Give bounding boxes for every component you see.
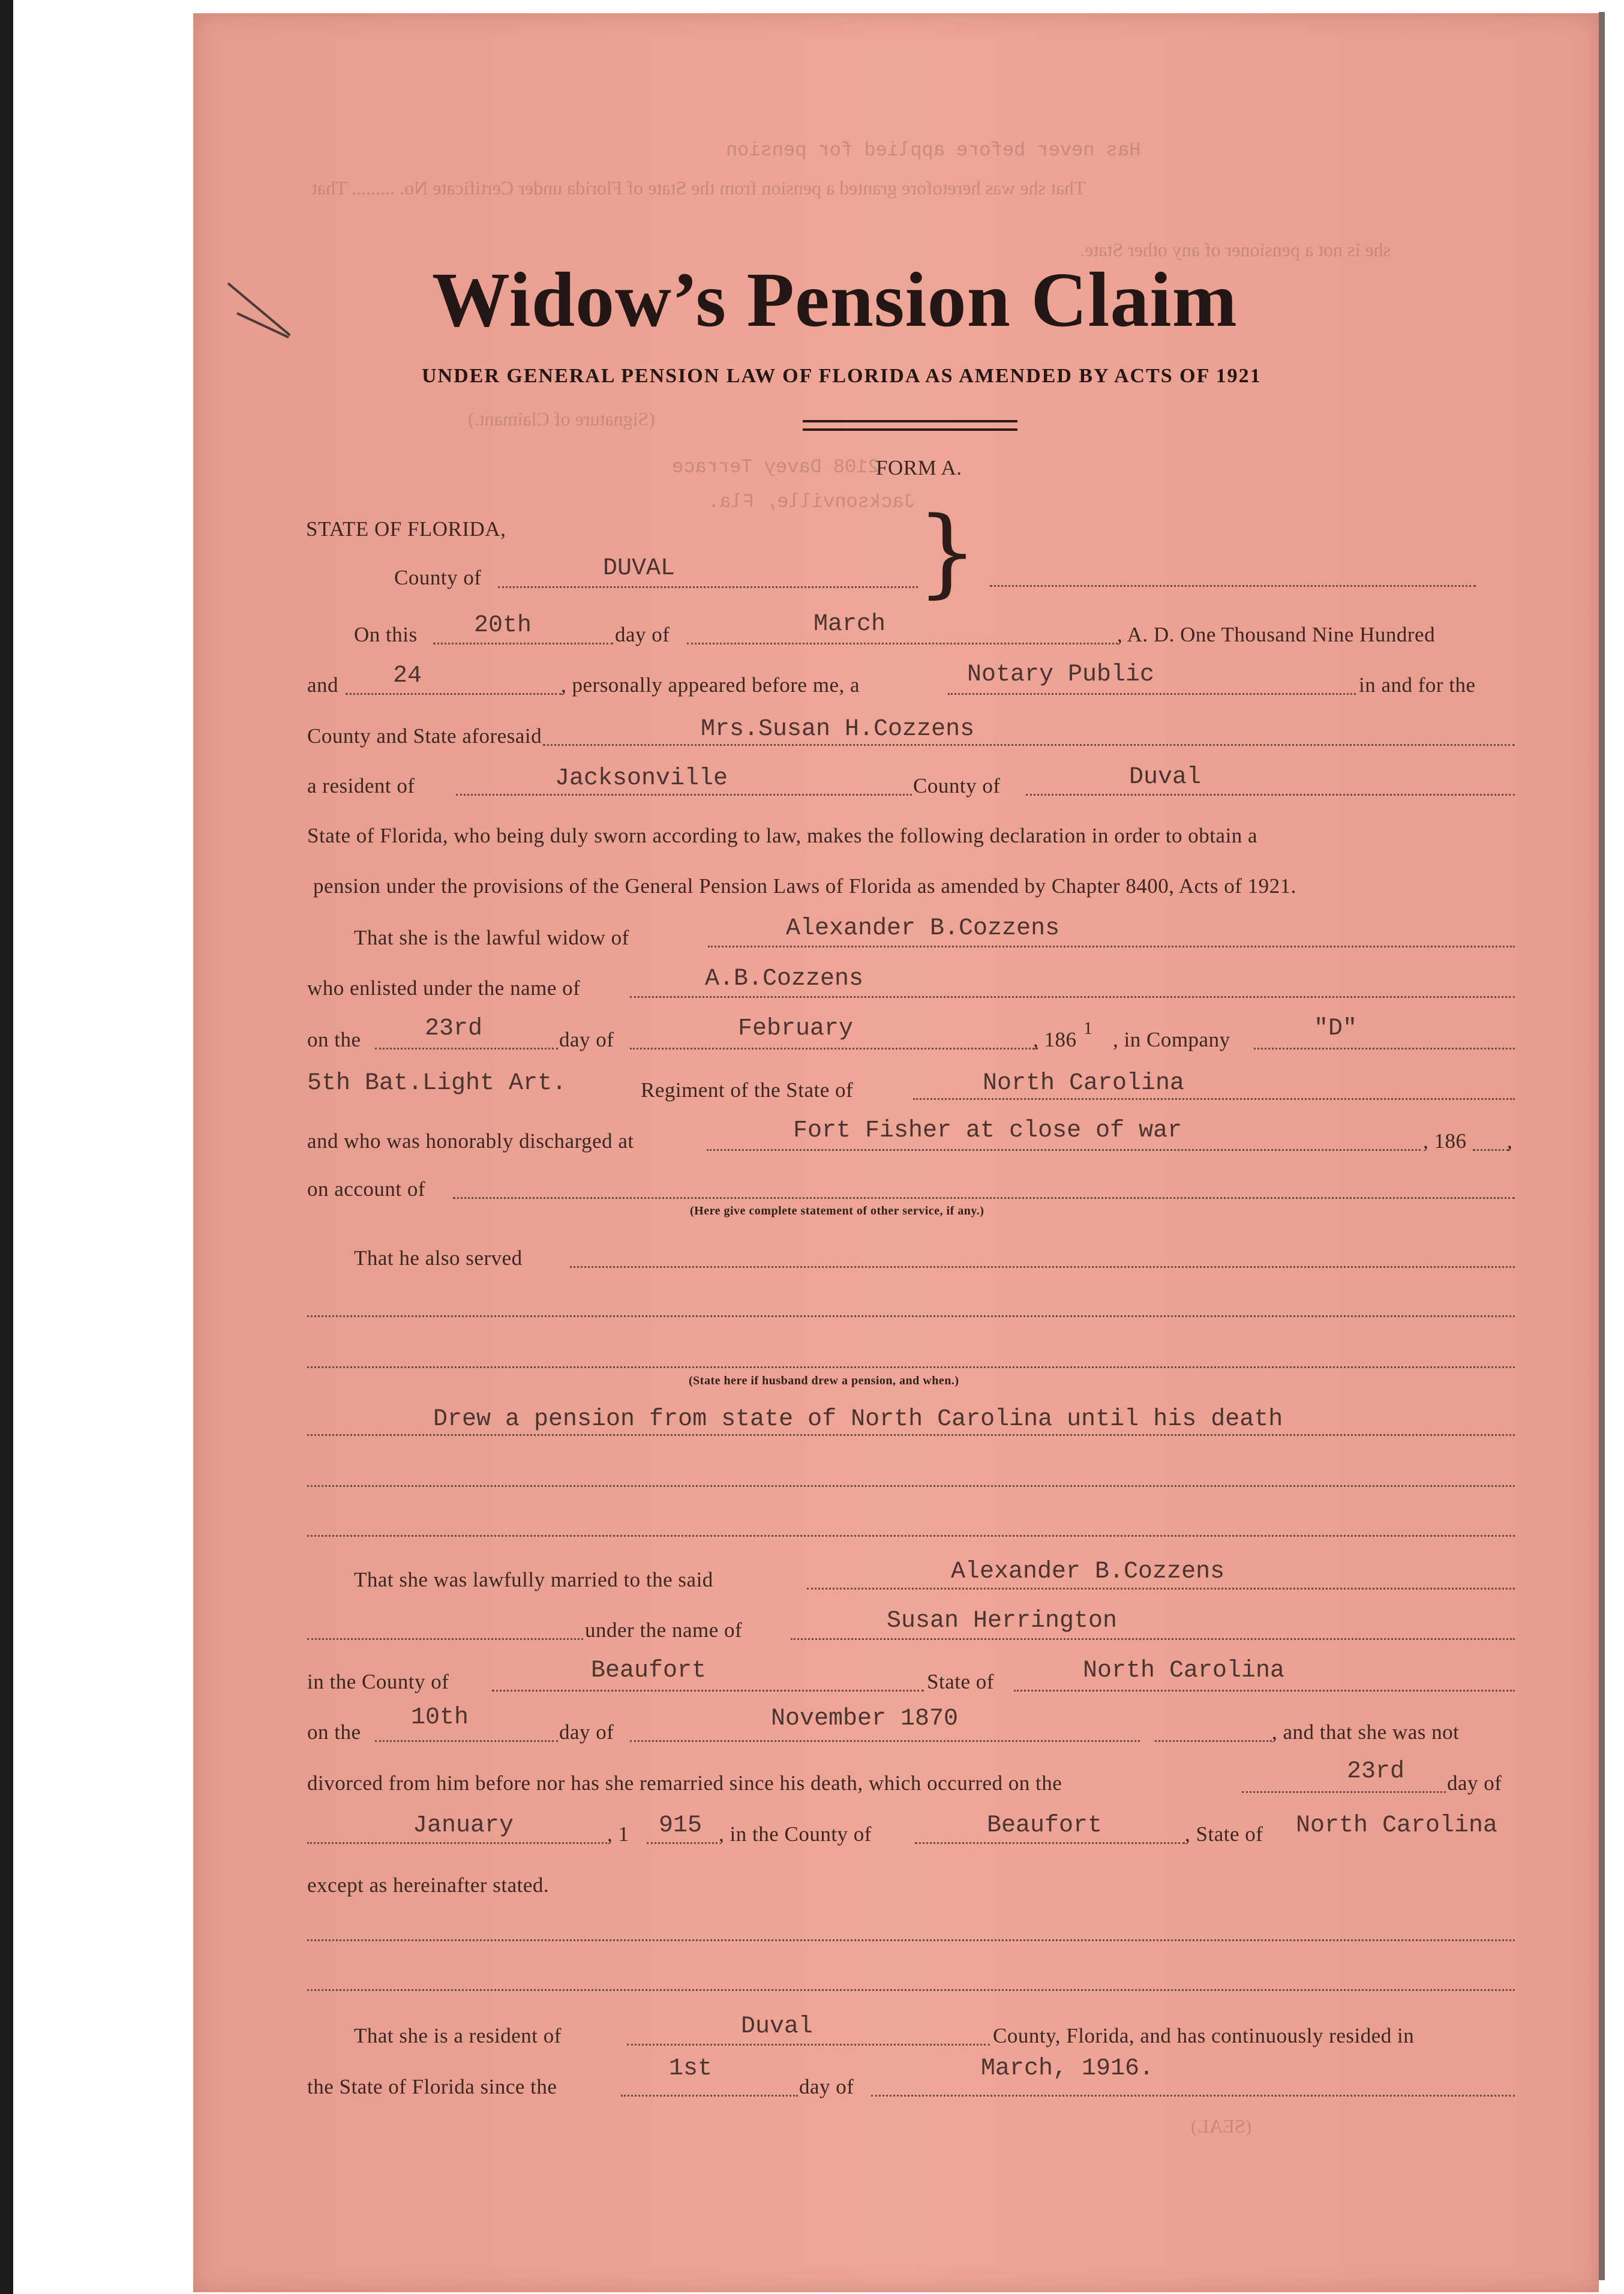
- officer-value: Notary Public: [967, 661, 1155, 688]
- sheet-right-edge: [1599, 12, 1605, 2280]
- county-label: County of: [394, 566, 482, 589]
- enlist-month-line: [630, 1048, 1038, 1049]
- county-line-2: [1026, 794, 1515, 796]
- resident-suffix: County, Florida, and has continuously resided in: [993, 2024, 1415, 2047]
- year-value: 24: [393, 662, 422, 689]
- claimant-name: Mrs.Susan H.Cozzens: [701, 716, 975, 743]
- in-and-for-label: in and for the: [1359, 673, 1476, 697]
- blank-line: [307, 1315, 1515, 1317]
- under-name-label: under the name of: [585, 1618, 743, 1642]
- since-day-line: [621, 2095, 798, 2097]
- county-of-label-2: County of: [913, 774, 1001, 797]
- county-state-label: County and State aforesaid: [307, 724, 542, 748]
- except-text: except as hereinafter stated.: [307, 1873, 550, 1897]
- account-line: [453, 1197, 1515, 1199]
- enlisted-line: [630, 996, 1515, 998]
- drew-pension-text: Drew a pension from state of North Carolina until his death: [433, 1406, 1283, 1433]
- company-value: "D": [1314, 1015, 1358, 1042]
- marriage-county-line: [492, 1690, 924, 1692]
- divorced-text: divorced from him before nor has she remarried since his death, which occurred on the: [307, 1771, 1062, 1795]
- city-value: Jacksonville: [555, 765, 728, 792]
- married-line: [807, 1588, 1515, 1590]
- title-rule: [803, 428, 1017, 431]
- year-line: [346, 693, 562, 695]
- signature-line: [990, 585, 1476, 587]
- month-line: [687, 643, 1118, 644]
- bleed-through-line-2: she is not a pensioner of any other State.: [1080, 239, 1391, 260]
- resident-of-label: a resident of: [307, 774, 415, 797]
- death-year-prefix: , 1: [607, 1822, 629, 1846]
- since-label: the State of Florida since the: [307, 2075, 557, 2098]
- married-label: That she was lawfully married to the said: [354, 1568, 713, 1591]
- husband-line: [708, 946, 1515, 947]
- brace: }: [917, 496, 978, 608]
- death-month-value: January: [413, 1812, 514, 1839]
- bleed-through-line-1: That she was heretofore granted a pension from the State of Florida under Certificate No. ......... That: [312, 177, 1086, 199]
- on-this-label: On this: [354, 623, 418, 646]
- discharged-line: [707, 1149, 1421, 1151]
- marriage-extra-line: [1155, 1740, 1272, 1742]
- enlist-year-digit: 1: [1083, 1018, 1093, 1038]
- enlist-day-value: 23rd: [425, 1015, 483, 1042]
- resident-county-value: Duval: [741, 2013, 813, 2040]
- day-line: [433, 643, 613, 644]
- blank-line: [307, 1989, 1515, 1991]
- bleed-through-line-6: (Signature of Claimant.): [468, 408, 655, 430]
- married-name: Alexander B.Cozzens: [951, 1558, 1225, 1585]
- company-line: [1254, 1048, 1515, 1049]
- regiment-value: 5th Bat.Light Art.: [307, 1070, 567, 1097]
- marriage-state-line: [1014, 1690, 1515, 1692]
- since-month-value: March, 1916.: [981, 2055, 1154, 2082]
- bleed-through-line-4: 2108 Davey Terrace: [672, 456, 879, 478]
- death-day-of-label: day of: [1447, 1771, 1502, 1795]
- declaration-line-2: pension under the provisions of the General Pension Laws of Florida as amended by Chapter 8400, Acts of 1921.: [313, 874, 1296, 898]
- death-year-line: [647, 1842, 718, 1844]
- marriage-month-value: November 1870: [771, 1705, 959, 1732]
- title-rule: [803, 420, 1017, 422]
- marriage-county-value: Beaufort: [591, 1657, 707, 1684]
- enlist-month-value: February: [738, 1015, 854, 1042]
- state-label: STATE OF FLORIDA,: [306, 517, 506, 541]
- enlisted-name: A.B.Cozzens: [705, 965, 864, 992]
- ad-label: , A. D. One Thousand Nine Hundred: [1117, 623, 1436, 646]
- day-value: 20th: [474, 612, 532, 639]
- marriage-day-value: 10th: [411, 1704, 469, 1731]
- city-line: [456, 794, 912, 796]
- service-note: (Here give complete statement of other service, if any.): [690, 1204, 984, 1218]
- also-served-label: That he also served: [354, 1246, 523, 1270]
- death-state-label: , State of: [1185, 1822, 1263, 1846]
- appeared-label: , personally appeared before me, a: [561, 673, 860, 697]
- marriage-day-of-label: day of: [559, 1720, 614, 1744]
- enlist-day-line: [375, 1048, 558, 1049]
- discharged-year-line: [1473, 1149, 1509, 1151]
- since-day-of-label: day of: [799, 2075, 854, 2098]
- discharged-year: , 186: [1423, 1129, 1467, 1153]
- county-line: [498, 586, 918, 588]
- blank-line: [307, 1366, 1515, 1368]
- under-name-lead-line: [307, 1638, 583, 1640]
- since-day-value: 1st: [669, 2055, 713, 2082]
- scan-left-edge: [0, 0, 13, 2294]
- regiment-state-line: [913, 1098, 1515, 1100]
- account-label: on account of: [307, 1177, 425, 1201]
- widow-of-label: That she is the lawful widow of: [354, 926, 629, 949]
- death-county-label: , in the County of: [719, 1822, 872, 1846]
- enlisted-label: who enlisted under the name of: [307, 976, 581, 1000]
- under-name-line: [791, 1638, 1515, 1640]
- officer-line: [948, 693, 1356, 695]
- marriage-state-label: State of: [927, 1670, 994, 1693]
- also-served-line: [570, 1266, 1515, 1268]
- pension-line: [307, 1434, 1515, 1436]
- discharged-year-end: ,: [1507, 1129, 1513, 1153]
- blank-line: [307, 1485, 1515, 1487]
- pension-note: (State here if husband drew a pension, and when.): [689, 1374, 959, 1387]
- claimant-line: [543, 744, 1515, 746]
- regiment-state-value: North Carolina: [983, 1070, 1185, 1097]
- death-day-line: [1242, 1791, 1446, 1793]
- resident-county-line: [627, 2044, 990, 2046]
- death-year-value: 915: [659, 1812, 703, 1839]
- company-label: , in Company: [1113, 1028, 1230, 1051]
- declaration-line-1: State of Florida, who being duly sworn according to law, makes the following declaration in order to obtain a: [307, 824, 1258, 847]
- blank-line: [307, 1535, 1515, 1537]
- marriage-on-the-label: on the: [307, 1720, 361, 1744]
- on-the-label: on the: [307, 1028, 361, 1051]
- marriage-state-value: North Carolina: [1083, 1657, 1285, 1684]
- enlist-day-of-label: day of: [559, 1028, 614, 1051]
- blank-line: [307, 1939, 1515, 1941]
- marriage-month-line: [630, 1740, 1140, 1742]
- death-month-line: [307, 1842, 607, 1844]
- county-value-2: Duval: [1129, 764, 1202, 791]
- discharged-label: and who was honorably discharged at: [307, 1129, 634, 1153]
- marriage-day-line: [375, 1740, 558, 1742]
- regiment-label: Regiment of the State of: [641, 1078, 854, 1102]
- form-subtitle: UNDER GENERAL PENSION LAW OF FLORIDA AS AMENDED BY ACTS OF 1921: [422, 365, 1262, 387]
- day-of-label: day of: [615, 623, 670, 646]
- bleed-through-line-7: (SEAL): [1191, 2115, 1252, 2137]
- resident-label: That she is a resident of: [354, 2024, 562, 2047]
- death-county-line: [915, 1842, 1185, 1844]
- enlist-year-prefix: , 186: [1033, 1028, 1077, 1051]
- form-label: FORM A.: [876, 456, 962, 479]
- death-county-value: Beaufort: [987, 1812, 1103, 1839]
- not-divorced-label: , and that she was not: [1272, 1720, 1460, 1744]
- bleed-through-line-3: Has never before applied for pension: [726, 139, 1141, 161]
- and-label: and: [307, 673, 339, 697]
- county-value: DUVAL: [603, 555, 676, 582]
- death-day-value: 23rd: [1347, 1758, 1405, 1785]
- death-state-value: North Carolina: [1296, 1812, 1498, 1839]
- month-value: March: [813, 611, 886, 638]
- since-month-line: [871, 2095, 1515, 2097]
- maiden-name: Susan Herrington: [887, 1608, 1118, 1635]
- discharged-value: Fort Fisher at close of war: [793, 1117, 1182, 1144]
- form-title: Widow’s Pension Claim: [432, 257, 1238, 343]
- husband-name: Alexander B.Cozzens: [786, 915, 1060, 942]
- bleed-through-line-5: Jacksonville, Fla.: [708, 491, 915, 513]
- in-county-label: in the County of: [307, 1670, 449, 1693]
